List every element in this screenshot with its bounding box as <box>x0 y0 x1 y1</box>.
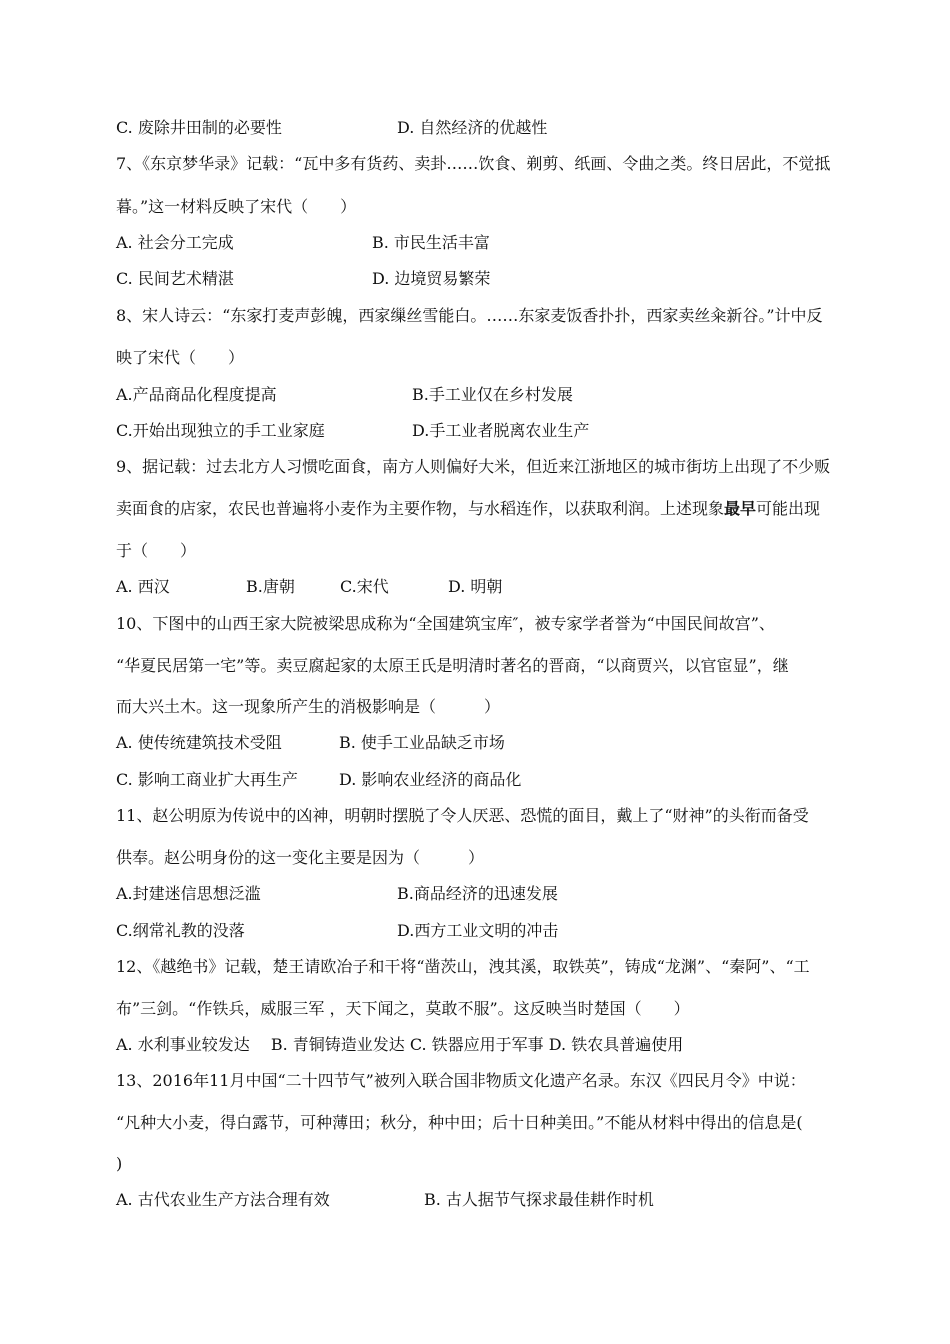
q8-option-c: C.开始出现独立的手工业家庭 <box>116 421 325 440</box>
q8-option-a: A.产品商品化程度提高 <box>116 385 277 404</box>
q9-stem-line-1: 9、据记载：过去北方人习惯吃面食，南方人则偏好大米，但近来江浙地区的城市街坊上出现了不少贩 <box>116 457 831 476</box>
q10-option-d: D. 影响农业经济的商品化 <box>339 770 522 789</box>
q13-option-a: A. 古代农业生产方法合理有效 <box>116 1190 330 1209</box>
q7-stem-line-1: 7、《东京梦华录》记载：“瓦中多有货药、卖卦……饮食、剃剪、纸画、令曲之类。终日居此，不觉抵 <box>116 154 831 173</box>
q7-option-b: B. 市民生活丰富 <box>372 233 490 252</box>
q8-stem-line-1: 8、宋人诗云：“东家打麦声彭魄，西家缫丝雪能白。……东家麦饭香扑扑，西家卖丝籴新谷。”计中反 <box>116 306 823 325</box>
q12-stem-line-2: 布”三剑。“作铁兵，威服三军 ，天下闻之，莫敢不服”。这反映当时楚国（ ） <box>116 999 690 1018</box>
q7-option-c: C. 民间艺术精湛 <box>116 269 234 288</box>
q8-option-b: B.手工业仅在乡村发展 <box>412 385 573 404</box>
q12-options: A. 水利事业较发达 B. 青铜铸造业发达 C. 铁器应用于军事 D. 铁农具普遍使用 <box>116 1035 684 1054</box>
q9-stem-line-3: 于（ ） <box>116 541 197 560</box>
q9-option-b: B.唐朝 <box>246 577 295 596</box>
q10-stem-line-2: “华夏民居第一宅”等。卖豆腐起家的太原王氏是明清时著名的晋商，“以商贾兴，以官宦显”，继 <box>116 656 789 675</box>
q6-option-c: C. 废除井田制的必要性 <box>116 118 282 137</box>
q9-emphasis-earliest: 最早 <box>724 499 757 518</box>
q13-option-b: B. 古人据节气探求最佳耕作时机 <box>424 1190 654 1209</box>
q9-option-a: A. 西汉 <box>116 577 170 596</box>
q8-option-d: D.手工业者脱离农业生产 <box>412 421 590 440</box>
q7-option-d: D. 边境贸易繁荣 <box>372 269 491 288</box>
q11-option-d: D.西方工业文明的冲击 <box>397 921 559 940</box>
q9-stem-text: 卖面食的店家，农民也普遍将小麦作为主要作物，与水稻连作，以获取利润。上述现象 <box>116 499 725 518</box>
q10-option-a: A. 使传统建筑技术受阻 <box>116 733 282 752</box>
q8-stem-line-2: 映了宋代（ ） <box>116 348 245 367</box>
q13-stem-line-3: ) <box>116 1154 123 1173</box>
q7-option-a: A. 社会分工完成 <box>116 233 234 252</box>
q13-stem-line-1: 13、2016年11月中国“二十四节气”被列入联合国非物质文化遗产名录。东汉《四民月令》中说： <box>116 1071 806 1090</box>
q9-option-c: C.宋代 <box>340 577 389 596</box>
q9-stem-line-2 <box>116 499 820 519</box>
q6-option-d: D. 自然经济的优越性 <box>397 118 548 137</box>
q11-stem-line-1: 11、赵公明原为传说中的凶神，明朝时摆脱了令人厌恶、恐慌的面目，戴上了“财神”的头衔而备受 <box>116 806 809 825</box>
q12-stem-line-1: 12、《越绝书》记载，楚王请欧冶子和干将“凿茨山，洩其溪，取铁英”，铸成“龙渊”、“秦阿”、“工 <box>116 957 810 976</box>
q11-option-c: C.纲常礼教的没落 <box>116 921 245 940</box>
q9-option-d: D. 明朝 <box>448 577 503 596</box>
q11-option-b: B.商品经济的迅速发展 <box>397 884 558 903</box>
q10-stem-line-3: 而大兴土木。这一现象所产生的消极影响是（ ） <box>116 697 501 716</box>
q11-stem-line-2: 供奉。赵公明身份的这一变化主要是因为（ ） <box>116 848 485 867</box>
q10-stem-line-1: 10、下图中的山西王家大院被梁思成称为“全国建筑宝库″，被专家学者誉为“中国民间故宫”、 <box>116 614 775 633</box>
q13-stem-line-2: “凡种大小麦，得白露节，可种薄田；秋分，种中田；后十日种美田。”不能从材料中得出的信息是( <box>116 1113 803 1132</box>
q10-option-b: B. 使手工业品缺乏市场 <box>339 733 505 752</box>
q11-option-a: A.封建迷信思想泛滥 <box>116 884 261 903</box>
q9-stem-text-end: 可能出现 <box>756 499 821 518</box>
q7-stem-line-2: 暮。”这一材料反映了宋代（ ） <box>116 197 357 216</box>
q10-option-c: C. 影响工商业扩大再生产 <box>116 770 298 789</box>
